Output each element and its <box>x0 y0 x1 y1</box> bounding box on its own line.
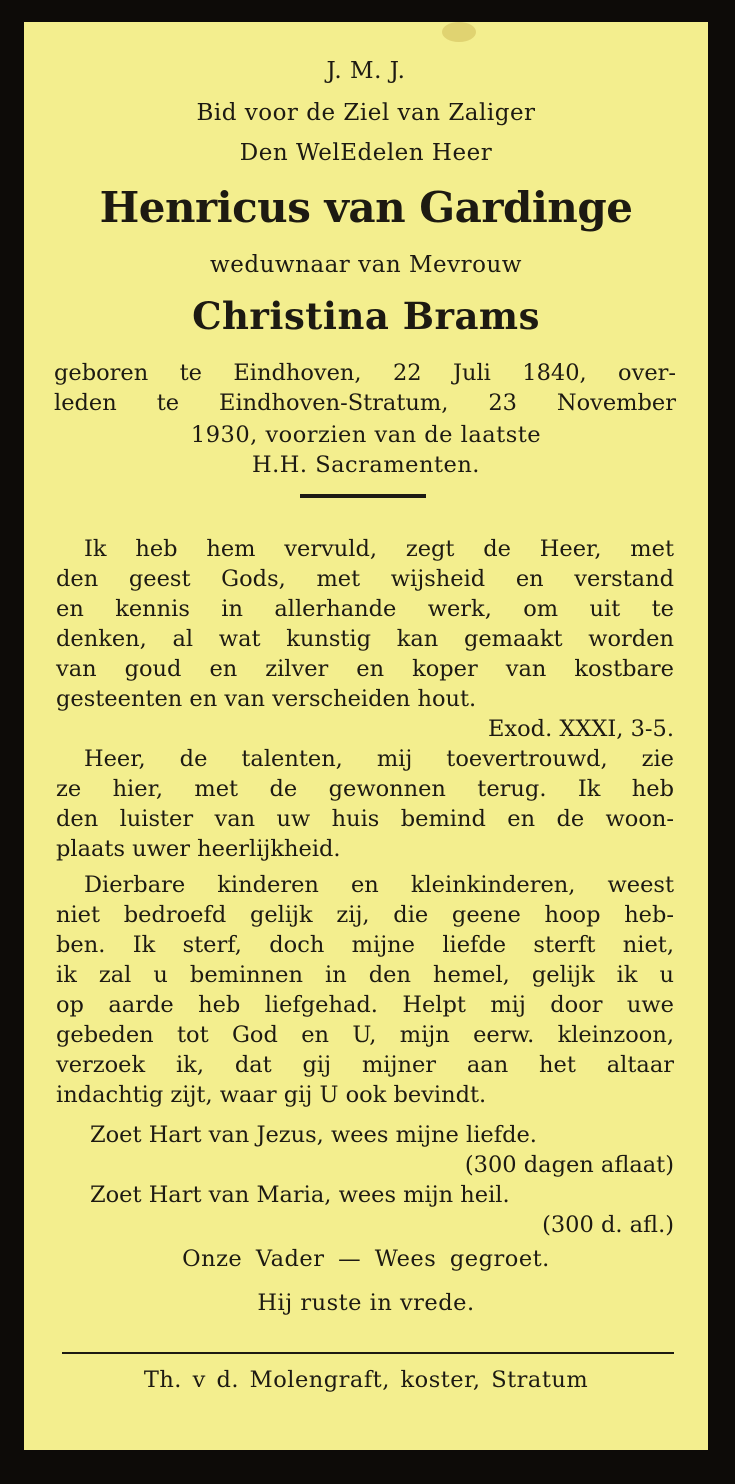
divider-long <box>62 1352 674 1354</box>
verse-block-2 <box>56 744 674 864</box>
birth-death-line: leden te Eindhoven-Stratum, 23 November <box>54 390 676 416</box>
onze-vader-line: Onze Vader — Wees gegroet. <box>182 1246 550 1272</box>
birth-death-line: geboren te Eindhoven, 22 Juli 1840, over- <box>54 360 676 386</box>
verse-line: en kennis in allerhande werk, om uit te <box>56 596 674 622</box>
verse-line: van goud en zilver en koper van kostbare <box>56 656 674 682</box>
stain-mark <box>442 22 476 42</box>
verse-line: gesteenten en van verscheiden hout. <box>56 686 477 712</box>
memorial-card <box>24 22 708 1450</box>
verse-line: plaats uwer heerlijkheid. <box>56 836 341 862</box>
prayer-maria: Zoet Hart van Maria, wees mijn heil. <box>90 1182 510 1208</box>
rest-in-peace: Hij ruste in vrede. <box>257 1290 475 1316</box>
birth-death-line: 1930, voorzien van de laatste <box>190 422 542 448</box>
verse-block-1 <box>56 534 674 744</box>
deceased-name: Henricus van Gardinge <box>99 183 633 232</box>
verse-line: ben. Ik sterf, doch mijne liefde sterft niet, <box>56 932 674 958</box>
indulgence-maria: (300 d. afl.) <box>542 1212 674 1238</box>
indulgence-jesus: (300 dagen aflaat) <box>464 1152 674 1178</box>
jmj-heading: J. M. J. <box>326 58 406 84</box>
verse-line: verzoek ik, dat gij mijner aan het altaar <box>56 1052 674 1078</box>
verse-line: Heer, de talenten, mij toevertrouwd, zie <box>84 746 674 772</box>
honorific-line: Den WelEdelen Heer <box>239 140 493 166</box>
printer-credit: Th. v d. Molengraft, koster, Stratum <box>143 1367 589 1393</box>
verse-line: den geest Gods, met wijsheid en verstand <box>56 566 674 592</box>
verse-block-3 <box>56 870 674 1110</box>
spouse-name: Christina Brams <box>192 294 540 338</box>
birth-death-line: H.H. Sacramenten. <box>252 452 480 478</box>
verse-line: indachtig zijt, waar gij U ook bevindt. <box>56 1082 487 1108</box>
verse-line: den luister van uw huis bemind en de woon- <box>56 806 674 832</box>
bible-reference: Exod. XXXI, 3-5. <box>488 716 674 742</box>
birth-death-block <box>54 358 676 418</box>
divider-short <box>300 494 426 498</box>
prayers-block <box>56 1120 674 1240</box>
verse-line: ik zal u beminnen in den hemel, gelijk ik u <box>56 962 674 988</box>
verse-line: denken, al wat kunstig kan gemaakt worden <box>56 626 674 652</box>
verse-line: Ik heb hem vervuld, zegt de Heer, met <box>84 536 674 562</box>
prayer-request-line: Bid voor de Ziel van Zaliger <box>196 100 536 126</box>
relation-line: weduwnaar van Mevrouw <box>210 252 522 278</box>
verse-line: niet bedroefd gelijk zij, die geene hoop heb- <box>56 902 674 928</box>
verse-line: Dierbare kinderen en kleinkinderen, weest <box>84 872 674 898</box>
verse-line: op aarde heb liefgehad. Helpt mij door uwe <box>56 992 674 1018</box>
prayer-jesus: Zoet Hart van Jezus, wees mijne liefde. <box>90 1122 537 1148</box>
verse-line: gebeden tot God en U, mijn eerw. kleinzoon, <box>56 1022 674 1048</box>
verse-line: ze hier, met de gewonnen terug. Ik heb <box>56 776 674 802</box>
